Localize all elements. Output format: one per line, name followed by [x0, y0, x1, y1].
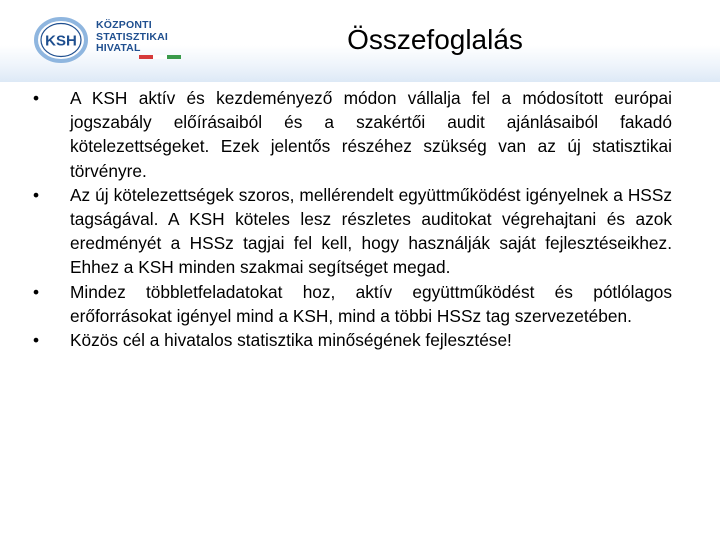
bullet-text-3: Mindez többletfeladatokat hoz, aktív együttműködést és pótlólagos erőforrásokat igényel mind a KSH, mind a többi HSSz tag szervezetében. — [70, 281, 672, 326]
bullet-item-4 — [28, 328, 672, 352]
bullet-marker: • — [32, 330, 40, 351]
logo-line-1: KÖZPONTI — [96, 19, 152, 31]
bullet-text-2: Az új kötelezettségek szoros, mellérendelt együttműködést igényelnek a HSSz tagságával. A KSH köteles lesz részletes auditokat végrehajtani és azok eredményét a HSSz tagjai fel kell, hogy használják saját fejlesztéseikhez. Ehhez a KSH minden szakmai segítséget megad. — [70, 184, 672, 278]
bullet-item-2 — [28, 183, 672, 280]
hungarian-flag-stripe-icon — [139, 55, 181, 59]
bullet-list — [28, 86, 672, 352]
bullet-item-3 — [28, 280, 672, 328]
bullet-marker: • — [32, 88, 40, 108]
logo-line-2: STATISZTIKAI — [96, 30, 169, 43]
ksh-logo-emblem-icon — [34, 17, 90, 63]
logo-wordmark — [96, 20, 168, 55]
bullet-marker: • — [32, 184, 40, 205]
slide-title: Összefoglalás — [347, 24, 523, 55]
logo-abbreviation: KSH — [45, 32, 77, 50]
bullet-text-1: A KSH aktív és kezdeményező módon vállalja fel a módosított európai jogszabály előírásaiból és a szakértői audit ajánlásaiból fakadó kötelezettségeket. Ezek jelentős részéhez szükség van az új statisztikai törvényre. — [70, 88, 672, 181]
bullet-text-4: Közös cél a hivatalos statisztika minőségének fejlesztése! — [70, 330, 512, 351]
bullet-item-1 — [28, 86, 672, 183]
bullet-marker: • — [32, 281, 40, 302]
ksh-logo — [34, 14, 184, 64]
logo-line-3: HIVATAL — [96, 42, 141, 54]
